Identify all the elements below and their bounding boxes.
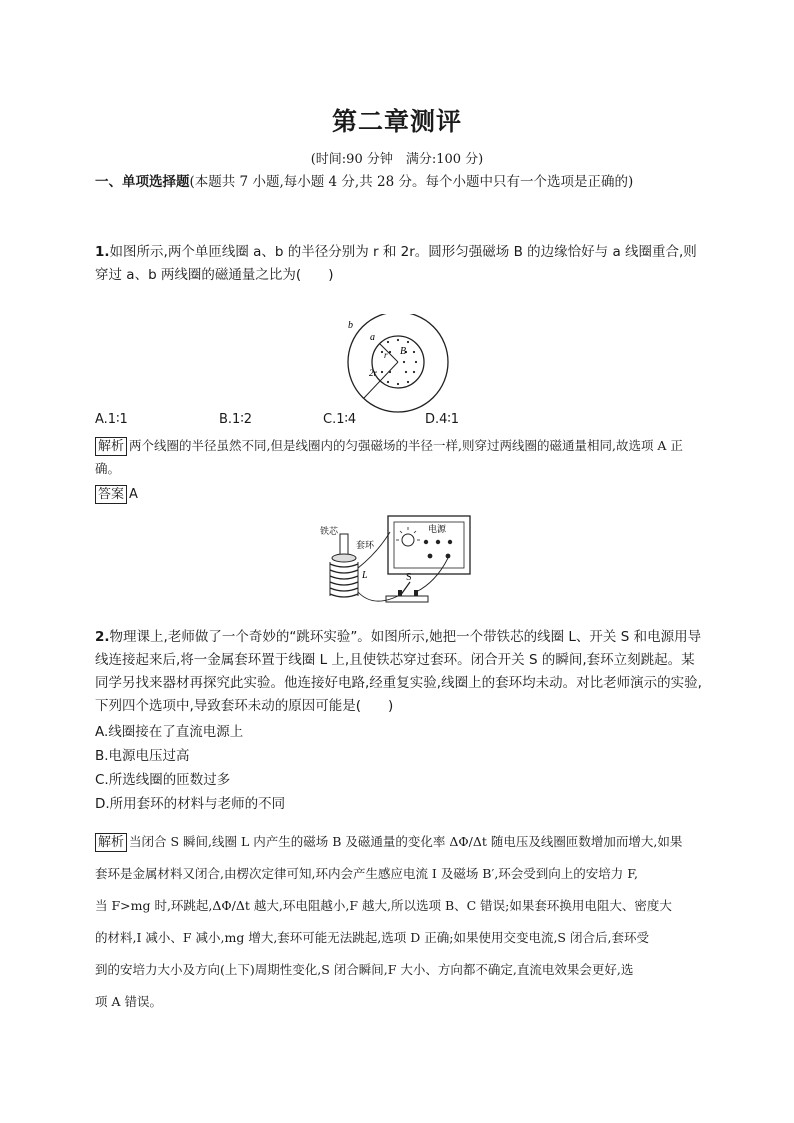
analysis-line: 的材料,I 减小、F 减小,mg 增大,套环可能无法跳起,选项 D 正确;如果使用交变电流,S 闭合后,套环受 (95, 930, 649, 945)
coil-b-circle (348, 314, 448, 412)
question-2 (95, 626, 705, 718)
page-title: 第二章测评 (331, 107, 462, 136)
q2-option-a[interactable]: A.线圈接在了直流电源上 (95, 724, 244, 740)
answer-text: A (129, 487, 138, 502)
section-heading (95, 170, 705, 195)
label-2r: 2r (369, 368, 378, 378)
exam-info: (时间:90 分钟 满分:100 分) (310, 152, 484, 167)
question-number: 2. (95, 629, 110, 645)
analysis-line: 项 A 错误。 (95, 994, 162, 1009)
label-power: 电源 (428, 524, 447, 534)
q2-option-d[interactable]: D.所用套环的材料与老师的不同 (95, 796, 286, 812)
question-number: 1. (95, 244, 110, 260)
option-a[interactable]: A.1∶1 (95, 412, 128, 427)
analysis-line: 当 F>mg 时,环跳起,ΔΦ/Δt 越大,环电阻越小,F 越大,所以选项 B、C 错误;如果套环换用电阻大、密度大 (95, 898, 672, 913)
analysis-tag: 解析 (95, 833, 127, 852)
label-L: L (362, 570, 368, 581)
label-B: B (400, 346, 407, 357)
q1-answer (95, 482, 705, 506)
q2-analysis (95, 826, 705, 1018)
answer-tag: 答案 (95, 485, 127, 504)
q2-option-b[interactable]: B.电源电压过高 (95, 748, 190, 764)
label-a: a (370, 332, 375, 343)
q2-option-c[interactable]: C.所选线圈的匝数过多 (95, 772, 231, 788)
field-dots (381, 339, 417, 385)
iron-core (340, 534, 348, 556)
analysis-line: 套环是金属材料又闭合,由楞次定律可知,环内会产生感应电流 I 及磁场 B′,环会受到向上的安培力 F, (95, 866, 638, 881)
question-1 (95, 241, 705, 287)
q1-analysis (95, 434, 705, 480)
coil-windings (330, 564, 358, 597)
switch-base (386, 596, 428, 602)
section-desc: (本题共 7 小题,每小题 4 分,共 28 分。每个小题中只有一个选项是正确的) (189, 174, 634, 190)
option-c[interactable]: C.1∶4 (323, 412, 357, 427)
analysis-line: 当闭合 S 瞬间,线圈 L 内产生的磁场 B 及磁通量的变化率 ΔΦ/Δt 随电压及线圈匝数增加而增大,如果 (129, 834, 683, 849)
option-d[interactable]: D.4∶1 (425, 412, 460, 427)
label-b: b (348, 320, 353, 331)
section-title: 一、单项选择题 (95, 174, 190, 190)
analysis-line: 到的安培力大小及方向(上下)周期性变化,S 闭合瞬间,F 大小、方向都不确定,直流电效果会更好,选 (95, 962, 634, 977)
question-text: 物理课上,老师做了一个奇妙的“跳环实验”。如图所示,她把一个带铁芯的线圈 L、开关 S 和电源用导线连接起来后,将一金属套环置于线圈 L 上,且使铁芯穿过套环。闭合开关 S 的瞬间,套环立刻跳起。某同学另找来器材再探究此实验。他连接好电路,经重复实验,线圈上的套环均未动。对比老师演示的实验,下列四个选项中,导致套环未动的原因可能是( ) (95, 629, 702, 714)
analysis-tag: 解析 (95, 437, 127, 456)
question-text: 如图所示,两个单匝线圈 a、b 的半径分别为 r 和 2r。圆形匀强磁场 B 的边缘恰好与 a 线圈重合,则穿过 a、b 两线圈的磁通量之比为( ) (95, 244, 697, 283)
option-b[interactable]: B.1∶2 (219, 412, 252, 427)
metal-ring (332, 554, 356, 562)
analysis-text: 两个线圈的半径虽然不同,但是线圈内的匀强磁场的半径一样,则穿过两线圈的磁通量相同,故选项 A 正确。 (95, 438, 683, 476)
label-ring: 套环 (356, 540, 375, 550)
lamp-icon (402, 534, 414, 546)
label-core: 铁芯 (320, 526, 339, 536)
jumping-ring-figure (318, 512, 478, 608)
radius-r-line (380, 344, 398, 362)
coil-figure (340, 314, 456, 414)
label-r: r (384, 350, 388, 360)
label-S: S (406, 572, 412, 583)
